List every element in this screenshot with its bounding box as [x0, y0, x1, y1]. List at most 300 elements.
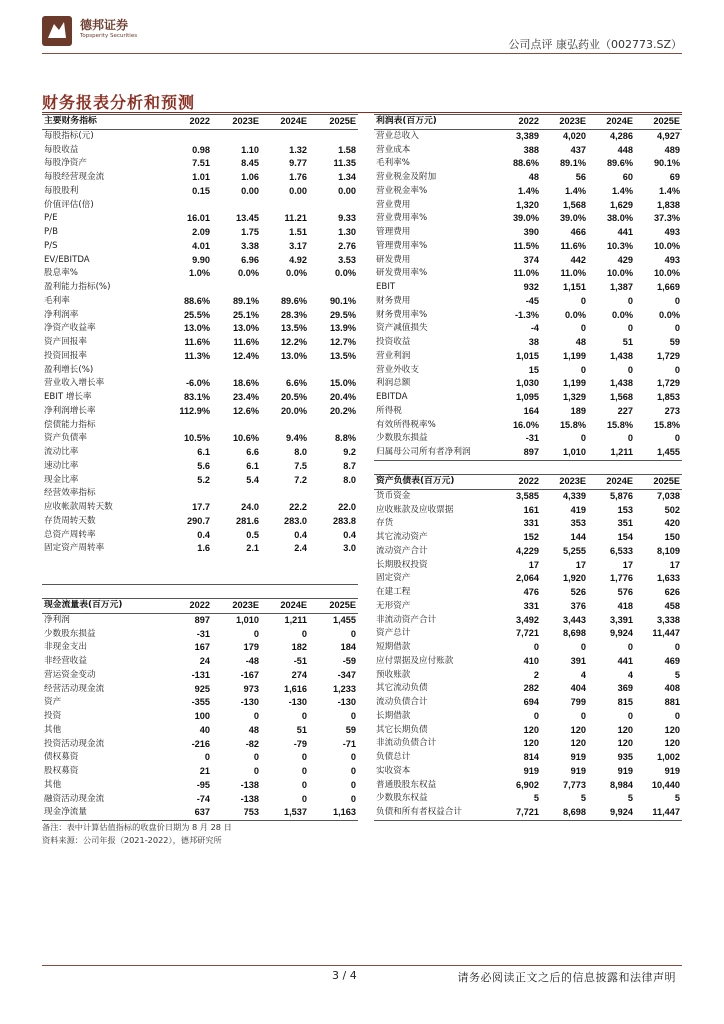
- cell-value: 753: [212, 806, 261, 820]
- table-row: [374, 322, 682, 336]
- cell-value: 12.4%: [232, 350, 259, 361]
- cell-value: 9.2: [343, 447, 356, 457]
- cell-value: 0: [301, 628, 307, 639]
- row-label: [42, 570, 162, 584]
- cell-value: 120: [523, 738, 539, 749]
- cell-value: 1.32: [289, 144, 307, 155]
- cell-value: [162, 129, 212, 143]
- cell-value: 100: [194, 711, 210, 721]
- cell-value: 24.0: [241, 502, 259, 512]
- year-header: 2022: [162, 599, 212, 614]
- cell-value: 3,443: [563, 614, 586, 625]
- cell-value: 38: [528, 337, 539, 347]
- cell-value: [309, 281, 358, 295]
- row-label: 债权募资: [44, 752, 79, 763]
- cell-value: 1,438: [610, 378, 633, 389]
- row-label: 营业税金率%: [376, 185, 428, 196]
- year-header: 2024E: [261, 115, 309, 130]
- cell-value: 90.1%: [653, 158, 680, 169]
- cell-value: 466: [570, 227, 586, 237]
- row-label: 每股股利: [44, 185, 79, 196]
- row-label: 应收帐款周转天数: [44, 502, 113, 512]
- cell-value: 0: [580, 323, 586, 334]
- cell-value: 189: [570, 405, 586, 416]
- table-row: [374, 724, 682, 738]
- cell-value: 120: [617, 724, 633, 735]
- cell-value: 419: [570, 504, 586, 515]
- cell-value: 1,633: [657, 573, 680, 584]
- cell-value: 12.2%: [280, 337, 307, 347]
- cell-value: 0: [350, 793, 356, 804]
- row-label: EBITDA: [376, 392, 408, 402]
- table-title: 利润表(百万元): [374, 115, 494, 130]
- cell-value: 1.4%: [518, 185, 539, 196]
- cell-value: 694: [523, 697, 539, 707]
- table-row: [42, 628, 358, 642]
- cell-value: 9,924: [610, 628, 633, 639]
- row-label: EV/EBITDA: [44, 254, 90, 265]
- cell-value: [212, 364, 261, 378]
- cell-value: 1.06: [241, 172, 259, 182]
- cell-value: 150: [664, 532, 680, 542]
- cell-value: 0: [204, 752, 210, 763]
- cell-value: 1.4%: [612, 185, 633, 196]
- cell-value: 290.7: [187, 515, 210, 526]
- row-label: 投资: [44, 711, 62, 721]
- cell-value: 154: [617, 532, 633, 542]
- cell-value: 3.17: [289, 240, 307, 251]
- row-label: 每股收益: [44, 144, 79, 155]
- cell-value: -6.0%: [185, 378, 210, 389]
- row-label: 财务费用率%: [376, 309, 428, 320]
- cell-value: 1.4%: [565, 185, 586, 196]
- table-row: [374, 655, 682, 669]
- cell-value: 637: [162, 806, 212, 820]
- cell-value: 3,585: [516, 490, 539, 501]
- cell-value: 429: [617, 254, 633, 265]
- table-row: [42, 613, 358, 627]
- cell-value: 69: [669, 172, 680, 182]
- cell-value: 11.0%: [513, 268, 539, 279]
- cell-value: 897: [494, 446, 541, 460]
- cell-value: 919: [523, 765, 539, 776]
- cell-value: 10.0%: [653, 240, 680, 251]
- cell-value: 112.9%: [179, 405, 210, 416]
- table-row: [42, 724, 358, 738]
- cell-value: 89.1%: [559, 158, 586, 169]
- cell-value: 6.1: [197, 447, 210, 457]
- cell-value: 10.3%: [606, 240, 633, 251]
- year-header: 2022: [494, 115, 541, 130]
- table-row: [374, 185, 682, 199]
- table-row: [374, 129, 682, 143]
- cell-value: 814: [523, 752, 539, 762]
- cell-value: [309, 419, 358, 433]
- cell-value: 1,010: [236, 614, 259, 625]
- table-note: 备注：表中计算估值指标的收盘价日期为 8 月 28 日: [42, 822, 232, 832]
- year-header: 2025E: [635, 115, 682, 130]
- table-row: [42, 254, 358, 268]
- cell-value: 22.0: [338, 502, 356, 512]
- cell-value: 17: [528, 559, 539, 570]
- cell-value: [261, 281, 309, 295]
- cell-value: 0.0%: [335, 268, 356, 279]
- cell-value: 11.6%: [233, 337, 259, 347]
- table-row: [42, 144, 358, 158]
- cell-value: 10.6%: [232, 433, 259, 444]
- row-label: 经营活动现金流: [44, 683, 105, 694]
- row-label: 管理费用率%: [376, 240, 428, 251]
- cell-value: -130: [337, 697, 356, 708]
- cell-value: 88.6%: [183, 295, 210, 306]
- cell-value: 7,773: [563, 779, 586, 790]
- table-row: [42, 377, 358, 391]
- cell-value: 331: [523, 518, 539, 529]
- cell-value: 1.6: [197, 543, 210, 554]
- cell-value: 404: [570, 683, 586, 694]
- cell-value: 227: [617, 405, 633, 416]
- row-label: 净利润: [44, 614, 70, 625]
- cell-value: 1,455: [333, 614, 356, 625]
- cell-value: 10.0%: [606, 268, 633, 279]
- cell-value: [212, 570, 261, 584]
- row-label: 流动比率: [44, 447, 79, 457]
- cell-value: 1.4%: [659, 185, 680, 196]
- row-label: EBIT: [376, 282, 396, 292]
- row-label: 少数股东权益: [376, 793, 428, 804]
- year-header: 2023E: [541, 475, 588, 490]
- cell-value: 1.01: [192, 172, 210, 182]
- cell-value: 56: [575, 172, 586, 182]
- cell-value: 7,721: [494, 806, 541, 820]
- cell-value: 3.53: [338, 254, 356, 265]
- row-label: 偿债能力指标: [44, 419, 96, 430]
- cell-value: 1,015: [516, 350, 539, 361]
- cell-value: [309, 487, 358, 501]
- cell-value: 1,729: [657, 378, 680, 389]
- row-label: 营业收入增长率: [44, 378, 105, 389]
- row-label: 其他: [44, 724, 62, 735]
- row-label: 利润总额: [376, 378, 411, 389]
- cell-value: 493: [664, 254, 680, 265]
- cell-value: 10.0%: [653, 268, 680, 279]
- cell-value: 0: [253, 628, 259, 639]
- table-header-row: [42, 115, 358, 130]
- cell-value: 120: [570, 738, 586, 749]
- row-label: 普通股股东权益: [376, 779, 437, 790]
- cell-value: 4.01: [192, 240, 210, 251]
- table-row: [42, 432, 358, 446]
- cell-value: 881: [664, 697, 680, 707]
- row-label: 固定资产周转率: [44, 543, 105, 554]
- cell-value: 448: [617, 144, 633, 155]
- cell-value: 9.33: [338, 213, 356, 224]
- header-divider: [42, 53, 682, 54]
- table-row: [374, 489, 682, 503]
- cell-value: 164: [523, 405, 539, 416]
- cell-value: 0: [301, 752, 307, 763]
- cell-value: 0: [350, 766, 356, 776]
- year-header: 2025E: [309, 599, 358, 614]
- cell-value: [261, 556, 309, 570]
- table-row: [374, 600, 682, 614]
- cell-value: 369: [617, 683, 633, 694]
- cell-value: 48: [575, 337, 586, 347]
- cell-value: 11,447: [652, 628, 680, 639]
- row-label: 营业费用率%: [376, 213, 428, 224]
- year-header: 2023E: [212, 599, 261, 614]
- cell-value: 493: [664, 227, 680, 237]
- cell-value: 0: [350, 752, 356, 763]
- row-label: 少数股东损益: [376, 433, 428, 444]
- row-label: 速动比率: [44, 460, 79, 471]
- cell-value: 1,320: [516, 199, 539, 210]
- cell-value: -48: [245, 656, 259, 666]
- cell-value: 1,537: [261, 806, 309, 820]
- cell-value: 13.0%: [280, 350, 307, 361]
- cell-value: 152: [523, 532, 539, 542]
- table-title: 主要财务指标: [42, 115, 162, 130]
- cell-value: 4,339: [563, 490, 586, 501]
- table-row: [374, 446, 682, 460]
- cell-value: 8,698: [541, 806, 588, 820]
- table-row: [374, 751, 682, 765]
- cell-value: 0: [627, 323, 633, 334]
- table-row: [374, 254, 682, 268]
- cell-value: 8.8%: [335, 433, 356, 444]
- cell-value: 25.5%: [183, 309, 210, 320]
- cell-value: 59: [669, 337, 680, 347]
- cell-value: [261, 570, 309, 584]
- data-source: 资料来源：公司年报（2021-2022），德邦研究所: [42, 835, 222, 845]
- row-label: 总资产周转率: [44, 529, 96, 540]
- row-label: 少数股东损益: [44, 628, 96, 639]
- row-label: 投资回报率: [44, 350, 87, 361]
- cell-value: 16.01: [187, 213, 210, 224]
- table-row: [374, 377, 682, 391]
- cell-value: 4,229: [516, 545, 539, 556]
- main-indicators-table: [42, 114, 358, 585]
- cell-value: 273: [664, 405, 680, 416]
- row-label: 股息率%: [44, 268, 78, 279]
- cell-value: 83.1%: [183, 392, 210, 402]
- row-label: 现金比率: [44, 474, 79, 485]
- cell-value: 973: [243, 683, 259, 694]
- cell-value: 15.8%: [653, 419, 680, 430]
- table-row: [42, 419, 358, 433]
- cell-value: 15.8%: [606, 419, 633, 430]
- row-label: 每股净资产: [44, 158, 87, 169]
- cell-value: 1,838: [657, 199, 680, 210]
- cell-value: 283.8: [333, 515, 356, 526]
- cell-value: 0.15: [192, 185, 210, 196]
- cell-value: 3,492: [516, 614, 539, 625]
- year-header: 2023E: [212, 115, 261, 130]
- cell-value: 11,447: [635, 806, 682, 820]
- row-label: 预收账款: [376, 669, 411, 680]
- row-label: 货币资金: [376, 490, 411, 501]
- cell-value: 0: [350, 779, 356, 790]
- cell-value: 388: [523, 144, 539, 155]
- logo-name: 德邦证券: [80, 18, 129, 32]
- cell-value: -138: [240, 793, 259, 804]
- cell-value: 0.4: [294, 529, 307, 540]
- table-row: [374, 350, 682, 364]
- cell-value: 6,533: [610, 545, 633, 556]
- row-label: 其它流动负债: [376, 683, 428, 694]
- table-row: [42, 157, 358, 171]
- row-label: 应付票据及应付账款: [376, 655, 454, 666]
- cell-value: 935: [617, 752, 633, 762]
- cell-value: 39.0%: [512, 213, 539, 224]
- cell-value: 38.0%: [606, 213, 633, 224]
- cell-value: 120: [523, 724, 539, 735]
- cell-value: 16.0%: [512, 419, 539, 430]
- cell-value: [261, 487, 309, 501]
- row-label: 长期股权投资: [376, 559, 428, 570]
- cell-value: 1.30: [338, 227, 356, 237]
- cell-value: 1,095: [516, 392, 539, 402]
- cell-value: 7,038: [657, 490, 680, 501]
- cell-value: 17: [669, 559, 680, 570]
- table-row: [42, 793, 358, 807]
- cell-value: 4: [627, 669, 633, 680]
- cell-value: 28.3%: [280, 309, 307, 320]
- cash-flow-table: [42, 598, 358, 821]
- cell-value: 5.4: [246, 474, 259, 485]
- cell-value: 458: [664, 600, 680, 611]
- cell-value: -130: [288, 697, 307, 708]
- cell-value: 1,151: [563, 282, 586, 292]
- footer-divider: [42, 965, 682, 966]
- table-row: [374, 226, 682, 240]
- cell-value: 489: [664, 144, 680, 155]
- cell-value: 1,211: [588, 446, 635, 460]
- row-label: 其它流动资产: [376, 532, 428, 542]
- cell-value: [162, 199, 212, 213]
- row-label: 经营效率指标: [44, 488, 96, 499]
- table-row: [374, 432, 682, 446]
- row-label: 归属母公司所有者净利润: [374, 446, 494, 460]
- cell-value: 0.5: [246, 529, 259, 540]
- cell-value: 1,920: [563, 573, 586, 584]
- table-row: [374, 572, 682, 586]
- table-row: [42, 460, 358, 474]
- cell-value: 1,233: [333, 683, 356, 694]
- row-label: 营业总收入: [376, 130, 419, 141]
- cell-value: 161: [523, 504, 539, 515]
- row-label: 毛利率: [44, 295, 70, 306]
- cell-value: [162, 419, 212, 433]
- table-row: [42, 309, 358, 323]
- row-label: 营业费用: [376, 199, 411, 210]
- cell-value: 8.0: [294, 447, 307, 457]
- cell-value: 391: [570, 655, 586, 666]
- row-label: 融资活动现金流: [44, 793, 105, 804]
- cell-value: 17: [575, 559, 586, 570]
- cell-value: 7.51: [192, 158, 210, 169]
- cell-value: 0: [674, 364, 680, 375]
- row-label: 营业外收支: [376, 364, 419, 375]
- row-label: 固定资产: [376, 573, 411, 584]
- cell-value: 1.75: [241, 227, 259, 237]
- table-row: [374, 171, 682, 185]
- row-label: 存货: [376, 518, 394, 529]
- cell-value: 0: [580, 433, 586, 444]
- cell-value: 4.92: [289, 254, 307, 265]
- cell-value: 10,440: [651, 779, 680, 790]
- cell-value: -45: [525, 295, 539, 306]
- cell-value: 20.4%: [329, 392, 356, 402]
- cell-value: 2,064: [516, 573, 539, 584]
- table-row: [374, 696, 682, 710]
- cell-value: 3,338: [657, 614, 680, 625]
- row-label: 毛利率%: [376, 158, 410, 169]
- cell-value: 0.0%: [238, 268, 259, 279]
- cell-value: 5: [674, 669, 680, 680]
- cell-value: 18.6%: [232, 378, 259, 389]
- table-row: [374, 405, 682, 419]
- table-row: [42, 765, 358, 779]
- table-row: [42, 655, 358, 669]
- cell-value: 1,030: [516, 378, 539, 389]
- row-label: 管理费用: [376, 227, 411, 237]
- cell-value: 0.0%: [612, 309, 633, 320]
- cell-value: 441: [617, 227, 633, 237]
- cell-value: 5: [627, 793, 633, 804]
- cell-value: 0.0%: [286, 268, 307, 279]
- cell-value: 1.34: [338, 172, 356, 182]
- row-label: 营业成本: [376, 144, 411, 155]
- cell-value: -4: [530, 323, 539, 334]
- cell-value: 90.1%: [329, 295, 356, 306]
- table-row: [374, 309, 682, 323]
- row-label: 现金净流量: [42, 806, 162, 820]
- table-row: [42, 350, 358, 364]
- row-label: 短期借款: [376, 642, 411, 652]
- table-row: [374, 212, 682, 226]
- cell-value: 11.21: [284, 213, 307, 224]
- cell-value: 0: [627, 364, 633, 375]
- income-statement-table: [374, 114, 682, 461]
- cell-value: 6.96: [241, 254, 259, 265]
- row-label: 所得税: [376, 405, 402, 416]
- row-label: 净利润增长率: [44, 405, 96, 416]
- table-row: [374, 669, 682, 683]
- cell-value: 283.0: [284, 515, 307, 526]
- table-row: [374, 614, 682, 628]
- row-label: 营业税金及附加: [376, 172, 437, 182]
- cell-value: 5,876: [610, 490, 633, 501]
- table-header-row: [374, 475, 682, 490]
- cell-value: 0: [674, 323, 680, 334]
- cell-value: 1,776: [610, 573, 633, 584]
- cell-value: 0: [627, 433, 633, 444]
- cell-value: 0.0%: [659, 309, 680, 320]
- cell-value: 1,669: [657, 282, 680, 292]
- year-header: 2022: [494, 475, 541, 490]
- cell-value: 1,002: [657, 752, 680, 762]
- cell-value: 120: [570, 724, 586, 735]
- row-label: 股权募资: [44, 766, 79, 776]
- cell-value: -130: [240, 697, 259, 708]
- cell-value: 6.1: [246, 460, 259, 471]
- table-row: [374, 682, 682, 696]
- cell-value: [212, 281, 261, 295]
- table-row: [42, 336, 358, 350]
- cell-value: 20.0%: [280, 405, 307, 416]
- cell-value: -355: [191, 697, 210, 708]
